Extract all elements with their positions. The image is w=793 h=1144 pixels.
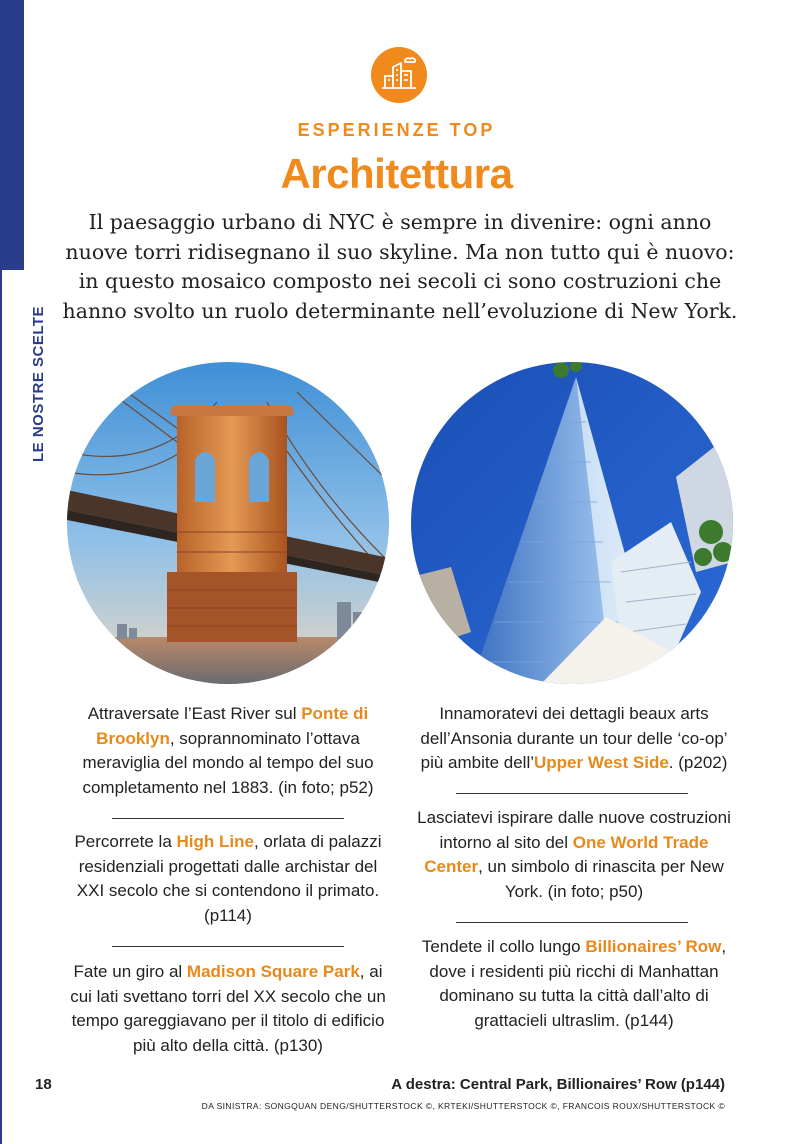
kicker: ESPERIENZE TOP [297,120,496,140]
section-label: PIANIFICARE [30,150,47,252]
divider [456,922,688,923]
highlight-link: Upper West Side [534,753,669,772]
highlight-link: One World Trade Center [424,832,709,876]
highlight-link: Billionaires’ Row [585,937,722,956]
highlight-link: High Line [176,832,254,851]
photo-credits: DA SINISTRA: SONGQUAN DENG/SHUTTERSTOCK ©, KRTEKI/SHUTTERSTOCK ©, FRANCOIS ROUX/SHUTTERSTOCK © [201,1101,725,1111]
divider [456,793,688,794]
highlight-link: Ponte di Brooklyn [96,704,369,748]
intro-text [60,208,740,326]
section-tab-line [0,270,2,1144]
intro-line: nuove torri ridisegnano il suo skyline. Ma non tutto qui è nuovo: [65,239,735,264]
experience-madison-square-park: Fate un giro al Madison Square Park, ai cui lati svettano torri del XX secolo che un tempo gareggiavano per il titolo di edificio più alto della città. (p130) [70,962,386,1055]
intro-line: Il paesaggio urbano di NYC è sempre in divenire: ogni anno [88,210,712,234]
city-buildings-icon [371,47,427,103]
brooklyn-bridge-photo [67,362,389,684]
intro-line: hanno svolto un ruolo determinante nell’evoluzione di New York. [62,298,738,323]
page-title: Architettura [280,150,513,197]
experience-one-world-trade-center: Lasciatevi ispirare dalle nuove costruzioni intorno al sito del One World Trade Center, un simbolo di rinascita per New York. (in foto; p50) [417,808,731,901]
one-world-trade-center-photo [411,362,733,684]
divider [112,946,344,947]
divider [112,818,344,819]
highlight-link: Madison Square Park [186,962,360,981]
intro-line: in questo mosaico composto nei secoli ci sono costruzioni che [78,269,722,293]
subsection-label: LE NOSTRE SCELTE [30,305,47,462]
experience-high-line: Percorrete la High Line, orlata di palazzi residenziali progettati dalle archistar del XXI secolo che si contendono il primato. (p114) [74,832,382,925]
photo-caption: A destra: Central Park, Billionaires’ Row (p144) [391,1076,725,1093]
experience-ansonia: Innamoratevi dei dettagli beaux arts dell’Ansonia durante un tour delle ‘co-op’ più ambite dell’Upper West Side. (p202) [420,704,728,772]
experience-billionaires-row: Tendete il collo lungo Billionaires’ Row, dove i residenti più ricchi di Manhattan dominano su tutta la città dall’alto di grattacieli ultraslim. (p144) [421,937,727,1030]
experience-brooklyn-bridge: Attraversate l’East River sul Ponte di Brooklyn, soprannominato l’ottava meraviglia del mondo al tempo del suo completamento nel 1883. (in foto; p52) [82,704,374,797]
page-number: 18 [35,1076,52,1093]
